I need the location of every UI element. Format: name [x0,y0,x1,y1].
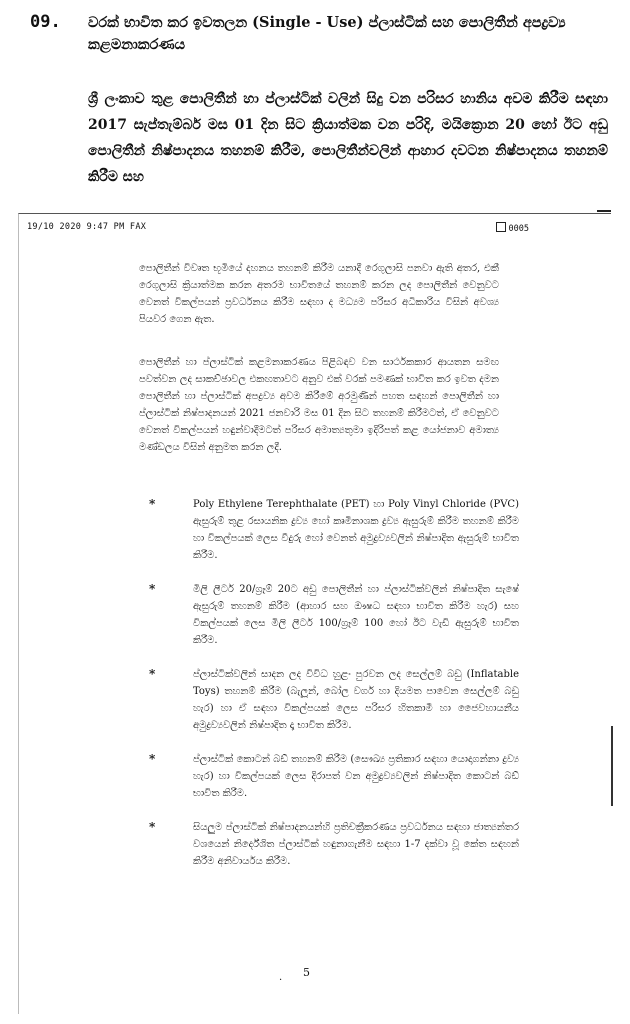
page-number: 5 [303,966,310,979]
bullet-text: ප්ලාස්ටික් කොටන් බඩ් තහනම් කිරීම (සෞඛ්‍ය ප්‍රතිකාර සඳහා යොදාගන්නා ද්‍රව්‍ය හැර) හා විකල්පයක් ලෙස දිරාපත් වන අමුද්‍රව්‍යවලින් නිෂ්පාදිත කොටන් බඩ් භාවිත කිරීම. [193,754,519,799]
fax-paragraph-2: පොලිතීන් හා ප්ලාස්ටික් කළමනාකරණය පිළිබඳව වන සාර්ථකකාර ආයතන සමඟ පවත්වන ලද සාකච්ඡාවල එකඟතාවට අනුව එක් වරක් පමණක් භාවිත කර ඉවත දමන පොලිතීන් හා ප්ලාස්ටික් අපද්‍රව්‍ය අවම කිරීමේ අරමුණින් පහත සඳහන් පොලිතීන් හා ප්ලාස්ටික් නිෂ්පාදනයන් 2021 ජනවාරි මස 01 දින සිට තහනම් කිරීමටත්, ඒ වෙනුවට වෙනත් විකල්පයන් හඳුන්වාදීමටත් පරිසර අමාත්‍යතුමා ඉදිරිපත් කළ යෝජනාව අමාත්‍ය මණ්ඩලය විසින් අනුමත කරන ලදී. [139,357,499,453]
fax-paragraph-1: පොලිතීන් විවෘත භූමියේ දහනය තහනම් කිරීම යනාදී රෙගුලාසි පනවා ඇති අතර, එකී රෙගුලාසි ක්‍රියාත්මක කරන අතරම භාවිතයේ තහනම් කරන ලද පොලිතීන් වෙනුවට වෙනත් විකල්පයන් ප්‍රවර්ධනය කිරීම සඳහා ද මධ්‍යම පරිසර අධිකාරිය විසින් අවශ්‍ය පියවර ගෙන ඇත. [139,263,499,325]
fax-header: 19/10 2020 9:47 PM FAX [27,222,147,232]
list-item [139,496,519,564]
margin-mark [611,726,613,806]
bullet-star-icon: * [149,582,156,596]
list-item [139,581,519,649]
fax-page-number: 0005 [508,224,529,234]
list-item [139,751,519,802]
list-item [139,666,519,734]
bullet-list [139,496,519,870]
bullet-star-icon: * [149,820,156,834]
fax-page [18,213,611,1014]
list-item [139,819,519,870]
printed-section [0,0,630,205]
fax-page-ref [496,222,529,234]
stray-dot: . [279,972,283,983]
item-heading: වරක් භාවිත කර ඉවතලන (Single - Use) ප්ලාස්ටික් සහ පොලිතීන් අපද්‍රව්‍ය කළමනාකරණය [88,14,566,53]
bullet-text: සියලුම ප්ලාස්ටික් නිෂ්පාදනයන්හි ප්‍රතිචක්‍රීකරණය ප්‍රවර්ධනය සඳහා ජාත්‍යන්තර වශයෙන් නිර්දේශිත ප්ලාස්ටික් හඳුනාගැනීම සඳහා 1-7 දක්වා වූ කේත සඳහන් කිරීම අනිවාර්යය කිරීම. [193,822,519,867]
edge-mark [597,210,611,212]
bullet-text: Poly Ethylene Terephthalate (PET) හා Poly Vinyl Chloride (PVC) ඇසුරුම් තුළ රසායනික ද්‍රව්‍ය හෝ කෘමිනාශක ද්‍රව්‍ය ඇසුරුම් කිරීම තහනම් කිරීම හා විකල්පයක් ලෙස වීදුරු හෝ වෙනත් අමුද්‍රව්‍යවලින් නිෂ්පාදිත ඇසුරුම් භාවිත කිරීම. [193,499,519,561]
bullet-text: මිලි ලීටර් 20/ග්‍රෑම් 20ට අඩු පොලිතීන් හා ප්ලාස්ටික්වලින් නිෂ්පාදිත සැෂේ ඇසුරුම් තහනම් කිරීම (ආහාර සහ ඖෂධ සඳහා භාවිත කිරීම හැර) සහ විකල්පයක් ලෙස මිලි ලීටර් 100/ග්‍රෑම් 100 හෝ ඊට වැඩි ඇසුරුම් භාවිත කිරීම. [193,584,519,646]
bullet-star-icon: * [149,667,156,681]
page-box-icon [496,222,506,232]
item-number: 09. [30,12,61,32]
bullet-text: ප්ලාස්ටික්වලින් සාදන ලද විවිධ හුළං පුරවන ලද සෙල්ලම් බඩු (Inflatable Toys) තහනම් කිරීම (බැලූන්, බෝල වර්ග හා දියමත පාවෙන සෙල්ලම් බඩු හැර) හා ඒ සඳහා විකල්පයක් ලෙස පරිසර හිතකාමී හා ජෛවහායනීය අමුද්‍රව්‍යවලින් නිෂ්පාදිත දෑ භාවිත කිරීම. [193,669,519,731]
bullet-star-icon: * [149,497,156,511]
bullet-star-icon: * [149,752,156,766]
intro-paragraph: ශ්‍රී ලංකාව තුළ පොලිතීන් හා ප්ලාස්ටික් වලින් සිදු වන පරිසර හානිය අවම කිරීම සඳහා 2017 සැප්තැම්බර් මස 01 දින සිට ක්‍රියාත්මක වන පරිදි, මයික්‍රොන 20 හෝ ඊට අඩු පොලිතීන් නිෂ්පාදනය තහනම් කිරීම, පොලිතීන්වලින් ආහාර දවටන නිෂ්පාදනය තහනම් කිරීම සහ [88,91,608,185]
